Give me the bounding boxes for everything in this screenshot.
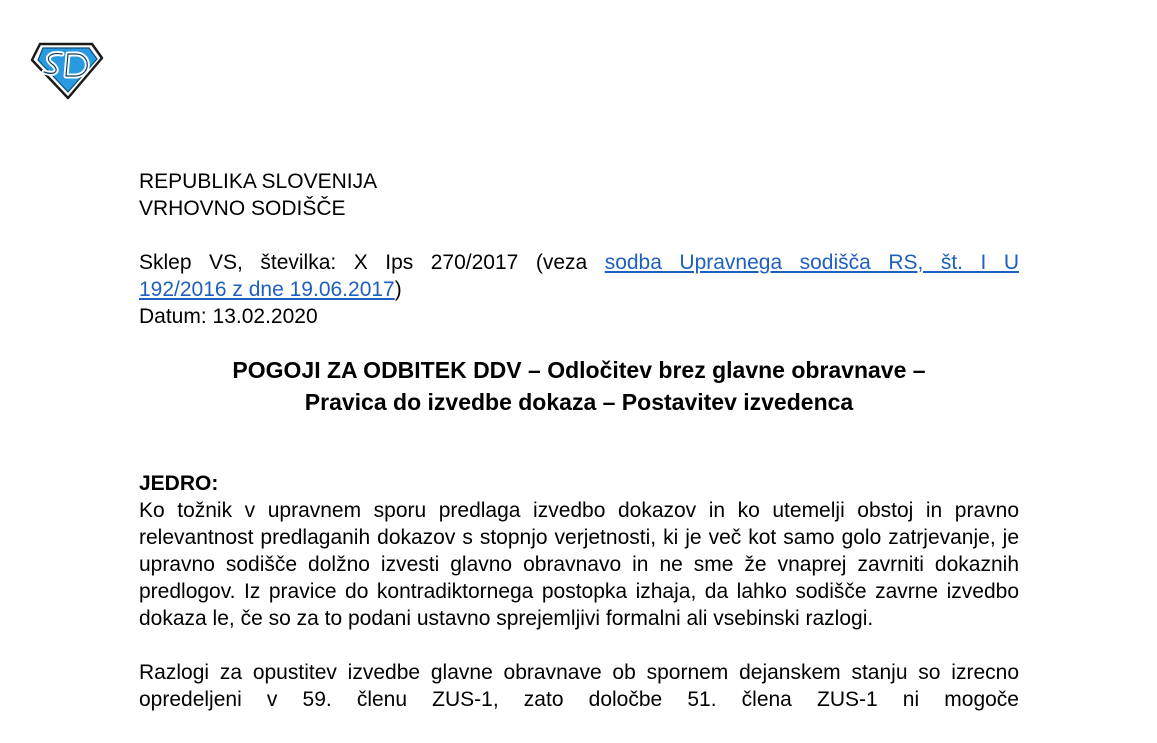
title-line-1: POGOJI ZA ODBITEK DDV – Odločitev brez glavne obravnave – <box>232 357 926 383</box>
decision-title <box>139 354 1019 418</box>
sd-logo-icon <box>30 40 104 100</box>
court-header <box>139 168 1019 222</box>
header-republic: REPUBLIKA SLOVENIJA <box>139 170 378 193</box>
jedro-paragraph-2: Razlogi za opustitev izvedbe glavne obravnave ob spornem dejanskem stanju so izrecno opredeljeni v 59. členu ZUS-1, zato določbe 51. člena ZUS-1 ni mogoče <box>139 661 1019 711</box>
lower-court-judgment-link-part2[interactable]: 192/2016 z dne 19.06.2017 <box>139 278 395 301</box>
case-reference <box>139 249 1019 330</box>
header-court: VRHOVNO SODIŠČE <box>139 197 346 220</box>
jedro-heading: JEDRO: <box>139 472 219 495</box>
reference-line <box>139 249 1019 276</box>
document-body <box>139 168 1019 713</box>
decision-date: Datum: 13.02.2020 <box>139 305 318 328</box>
jedro-paragraph-1: Ko tožnik v upravnem sporu predlaga izvedbo dokazov in ko utemelji obstoj in pravno relevantnost predlaganih dokazov s stopnjo verjetnosti, ki je več kot samo golo zatrjevanje, je upravno sodišče dolžno izvesti glavno obravnavo in ne sme že vnaprej zavrniti dokaznih predlogov. Iz pravice do kontradiktornega postopka izhaja, da lahko sodišče zavrne izvedbo dokaza le, če so za to podani ustavno sprejemljivi formalni ali vsebinski razlogi. <box>139 499 1019 630</box>
title-line-2: Pravica do izvedbe dokaza – Postavitev izvedenca <box>304 389 854 415</box>
reference-prefix: Sklep VS, številka: X Ips 270/2017 (veza <box>139 251 605 274</box>
lower-court-judgment-link-part1[interactable]: sodba Upravnega sodišča RS, št. I U <box>604 251 1019 274</box>
reference-suffix: ) <box>394 278 402 301</box>
reference-line-2 <box>139 276 1019 303</box>
